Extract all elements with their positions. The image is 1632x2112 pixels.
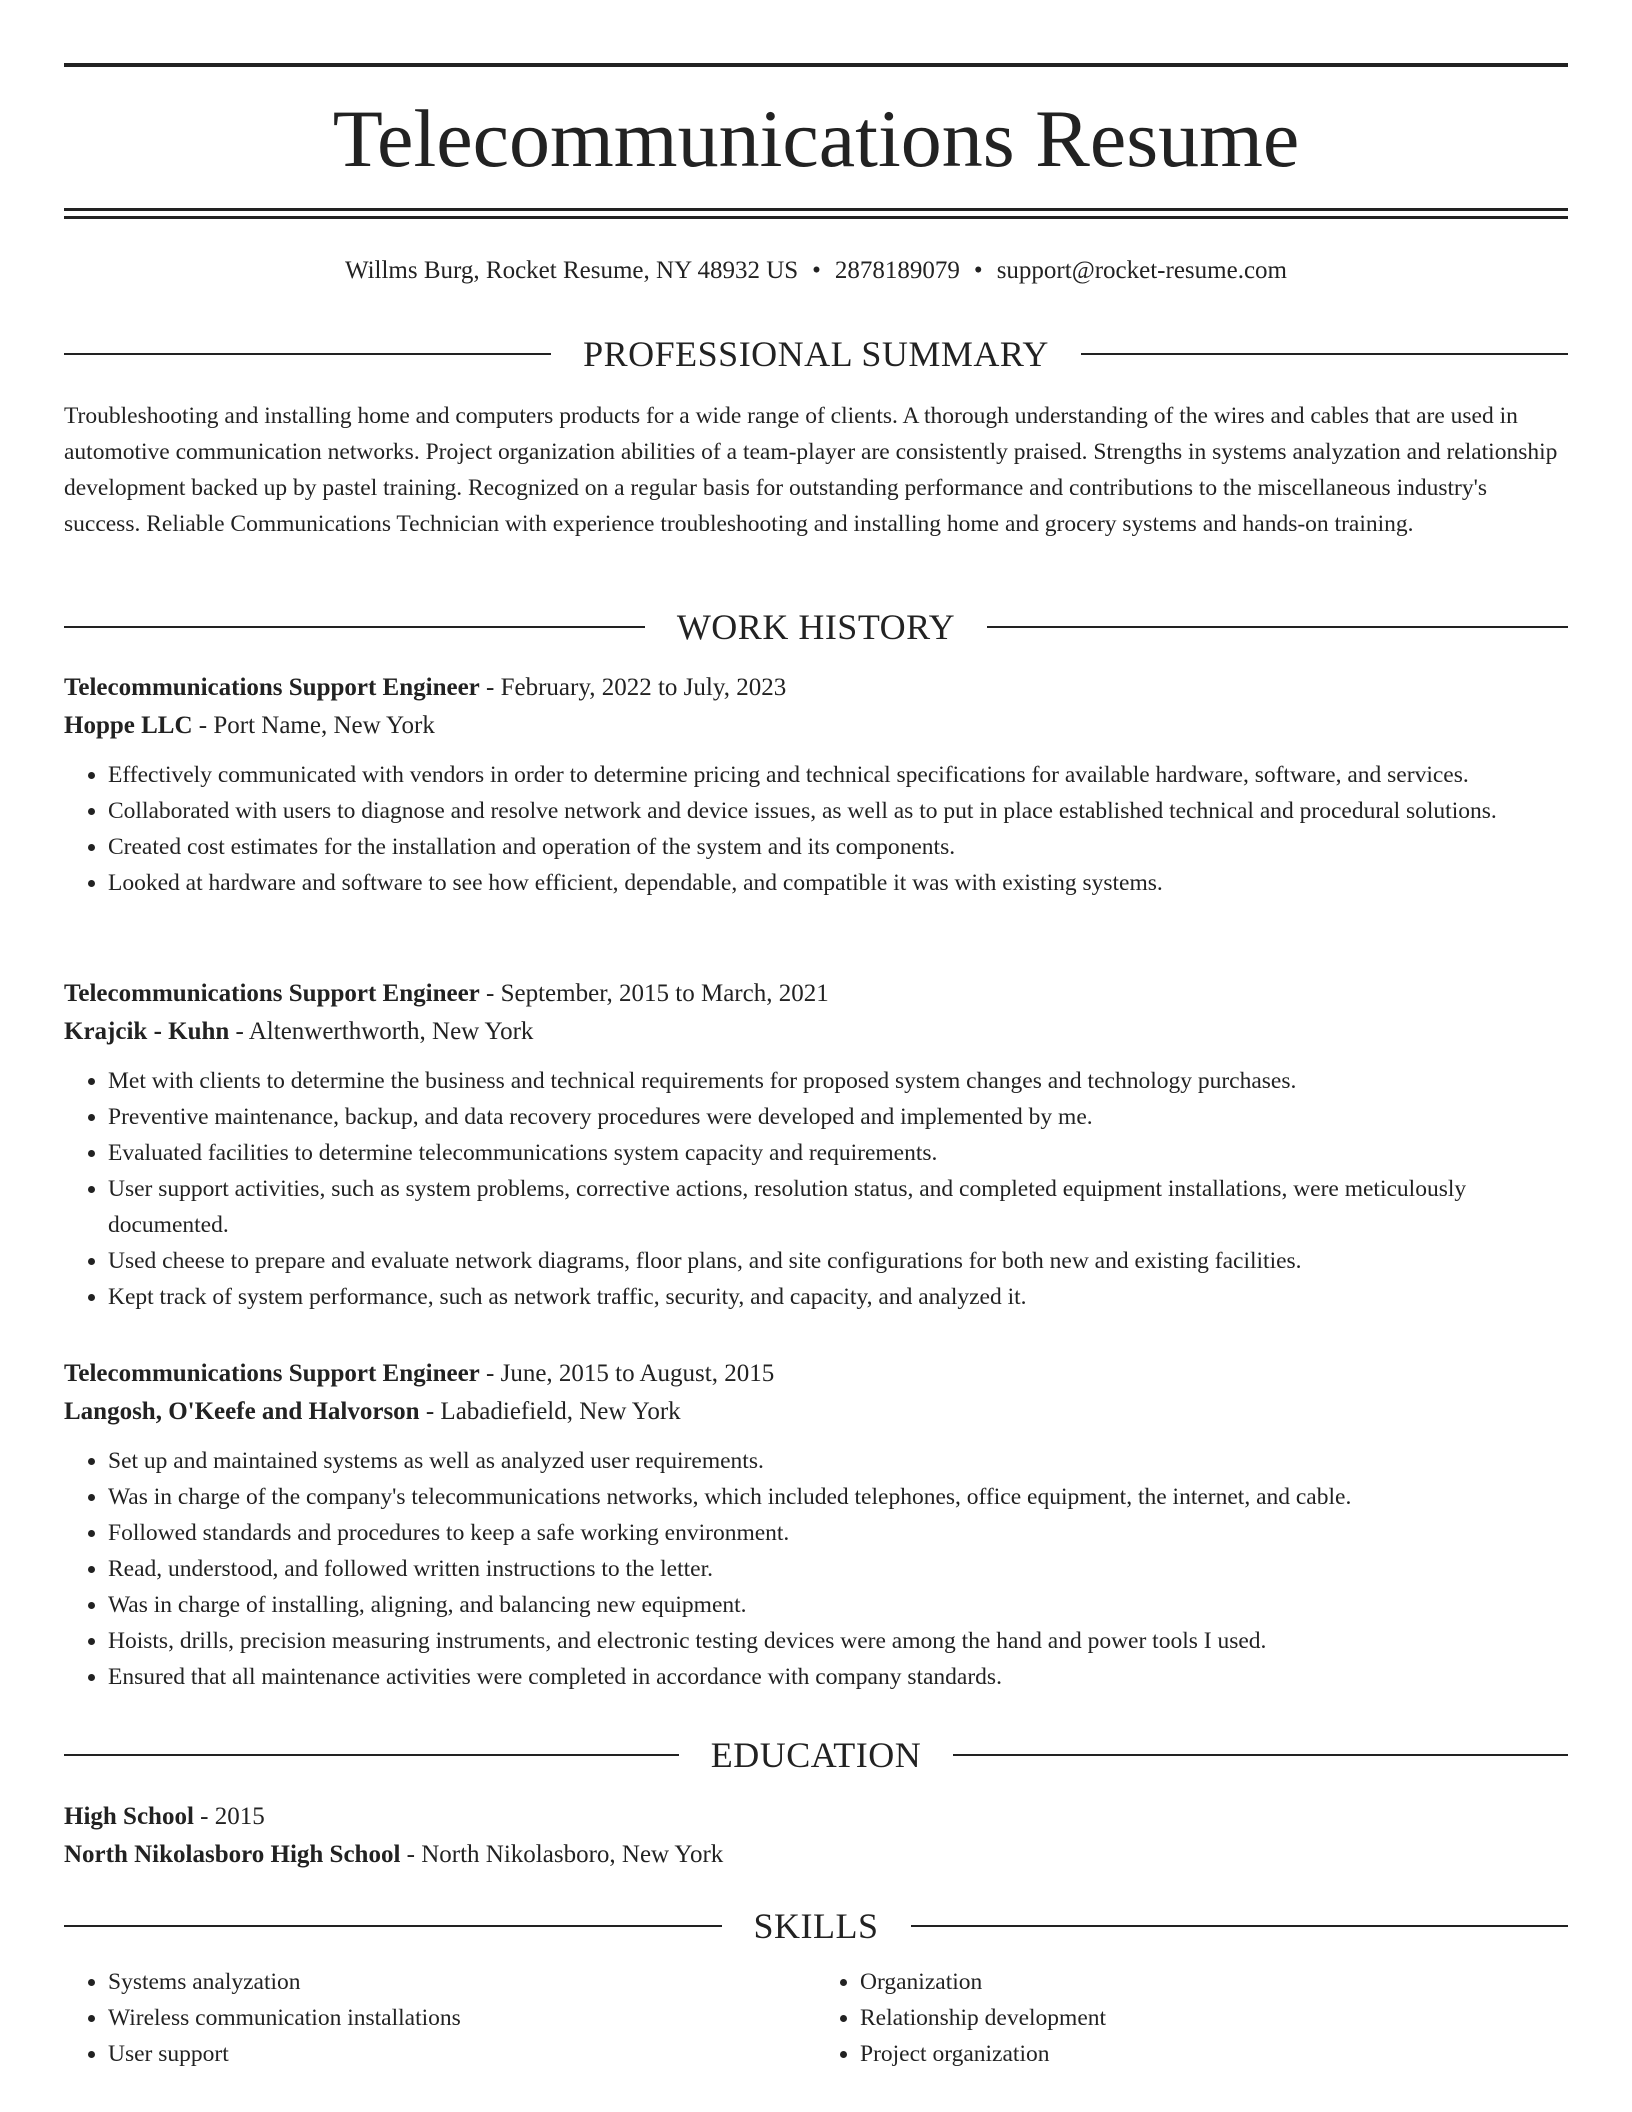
- list-item: • User support: [108, 2036, 816, 2072]
- list-item: • Was in charge of installing, aligning, and balancing new equipment.: [108, 1587, 1568, 1623]
- job-company-line: [64, 1013, 1568, 1051]
- job-dates: - June, 2015 to August, 2015: [479, 1360, 775, 1387]
- job-company: Langosh, O'Keefe and Halvorson: [64, 1398, 420, 1425]
- top-rule: [64, 63, 1568, 67]
- job-dates: - February, 2022 to July, 2023: [479, 674, 787, 701]
- list-item: • Project organization: [860, 2036, 1568, 2072]
- heading-rule-left: [64, 626, 645, 628]
- list-item: • Met with clients to determine the business and technical requirements for proposed system changes and technology purchases.: [108, 1063, 1568, 1099]
- education-degree-line: [64, 1798, 1568, 1836]
- list-item: • Ensured that all maintenance activities were completed in accordance with company standards.: [108, 1659, 1568, 1695]
- resume-title: Telecommunications Resume: [332, 93, 1300, 184]
- summary-heading: [64, 332, 1568, 376]
- contact-address: Willms Burg, Rocket Resume, NY 48932 US: [345, 257, 799, 284]
- list-item: • Evaluated facilities to determine telecommunications system capacity and requirements.: [108, 1135, 1568, 1171]
- list-item: • Wireless communication installations: [108, 2000, 816, 2036]
- heading-rule-left: [64, 1925, 722, 1927]
- contact-email: support@rocket-resume.com: [996, 257, 1287, 284]
- education-heading: [64, 1733, 1568, 1777]
- heading-rule-right: [953, 1754, 1568, 1756]
- list-item: • Was in charge of the company's telecommunications networks, which included telephones, office equipment, the internet, and cable.: [108, 1479, 1568, 1515]
- job-company: Krajcik - Kuhn: [64, 1018, 230, 1045]
- summary-heading-label: PROFESSIONAL SUMMARY: [583, 334, 1049, 374]
- list-item: • Read, understood, and followed written instructions to the letter.: [108, 1551, 1568, 1587]
- job-entry-2: [64, 975, 1568, 1315]
- summary-text: Troubleshooting and installing home and computers products for a wide range of clients. A thorough understanding of the wires and cables that are used in automotive communication networks. Project organization abilities of a team-player are consistently praised. Strengths in systems analyzation and relationship development backed up by pastel training. Recognized on a regular basis for outstanding performance and contributions to the miscellaneous industry's success. Reliable Communications Technician with experience troubleshooting and installing home and grocery systems and hands-on training.: [64, 403, 1558, 537]
- job-company-line: [64, 707, 1568, 745]
- list-item: • Preventive maintenance, backup, and data recovery procedures were developed and implemented by me.: [108, 1099, 1568, 1135]
- job-entry-3: [64, 1355, 1568, 1695]
- work-heading: [64, 605, 1568, 649]
- job-bullets: [64, 757, 1568, 901]
- heading-rule-right: [987, 626, 1568, 628]
- job-title-line: [64, 975, 1568, 1013]
- heading-rule-right: [1081, 353, 1568, 355]
- contact-separator: •: [973, 257, 983, 284]
- job-title: Telecommunications Support Engineer: [64, 980, 480, 1007]
- skills-column-right: [816, 1964, 1568, 2072]
- education-degree: High School: [64, 1803, 194, 1830]
- job-title: Telecommunications Support Engineer: [64, 1360, 480, 1387]
- skills-list: [64, 1964, 1568, 2072]
- work-heading-label: WORK HISTORY: [676, 607, 956, 647]
- job-title-line: [64, 1355, 1568, 1393]
- job-company-line: [64, 1393, 1568, 1431]
- list-item: • Hoists, drills, precision measuring instruments, and electronic testing devices were among the hand and power tools I used.: [108, 1623, 1568, 1659]
- skills-heading: [64, 1904, 1568, 1948]
- contact-line: [64, 254, 1568, 288]
- job-location: - Labadiefield, New York: [419, 1398, 681, 1425]
- title-rule-lower: [64, 216, 1568, 219]
- education-location: - North Nikolasboro, New York: [400, 1841, 724, 1868]
- list-item: • Systems analyzation: [108, 1964, 816, 2000]
- job-bullets: [64, 1443, 1568, 1695]
- job-bullets: [64, 1063, 1568, 1315]
- job-location: - Port Name, New York: [192, 712, 435, 739]
- title-rule-upper: [64, 208, 1568, 211]
- education-entry: [64, 1798, 1568, 1874]
- list-item: • Created cost estimates for the installation and operation of the system and its components.: [108, 829, 1568, 865]
- skills-column-left: [64, 1964, 816, 2072]
- job-company: Hoppe LLC: [64, 712, 193, 739]
- job-dates: - September, 2015 to March, 2021: [479, 980, 829, 1007]
- list-item: • Looked at hardware and software to see how efficient, dependable, and compatible it was with existing systems.: [108, 865, 1568, 901]
- list-item: • Collaborated with users to diagnose and resolve network and device issues, as well as to put in place established technical and procedural solutions.: [108, 793, 1568, 829]
- list-item: • User support activities, such as system problems, corrective actions, resolution status, and completed equipment installations, were meticulously documented.: [108, 1171, 1568, 1243]
- job-title: Telecommunications Support Engineer: [64, 674, 480, 701]
- list-item: • Kept track of system performance, such as network traffic, security, and capacity, and analyzed it.: [108, 1279, 1568, 1315]
- education-school: North Nikolasboro High School: [64, 1841, 401, 1868]
- job-entry-1: [64, 669, 1568, 901]
- job-location: - Altenwerthworth, New York: [229, 1018, 534, 1045]
- list-item: • Used cheese to prepare and evaluate network diagrams, floor plans, and site configurations for both new and existing facilities.: [108, 1243, 1568, 1279]
- job-title-line: [64, 669, 1568, 707]
- list-item: • Relationship development: [860, 2000, 1568, 2036]
- heading-rule-left: [64, 353, 551, 355]
- contact-separator: •: [812, 257, 821, 284]
- education-heading-label: EDUCATION: [710, 1735, 922, 1775]
- heading-rule-left: [64, 1754, 679, 1756]
- education-school-line: [64, 1836, 1568, 1874]
- list-item: • Effectively communicated with vendors in order to determine pricing and technical specifications for available hardware, software, and services.: [108, 757, 1568, 793]
- list-item: • Set up and maintained systems as well as analyzed user requirements.: [108, 1443, 1568, 1479]
- contact-phone: 2878189079: [834, 257, 960, 284]
- list-item: • Organization: [860, 1964, 1568, 2000]
- heading-rule-right: [911, 1925, 1569, 1927]
- education-year: - 2015: [193, 1803, 265, 1830]
- skills-heading-label: SKILLS: [753, 1906, 879, 1946]
- list-item: • Followed standards and procedures to keep a safe working environment.: [108, 1515, 1568, 1551]
